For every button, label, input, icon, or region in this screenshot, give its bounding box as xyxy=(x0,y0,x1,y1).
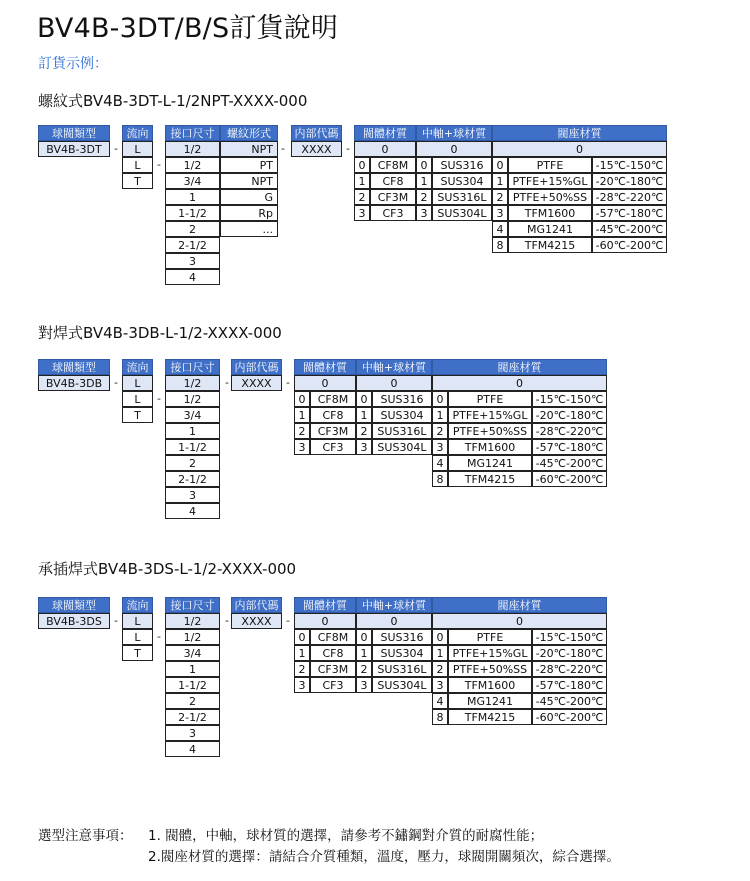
body-option-name: CF3 xyxy=(310,439,356,455)
stem-option-code: 0 xyxy=(416,157,432,173)
body-option-code: 2 xyxy=(354,189,370,205)
stem-selected: 0 xyxy=(356,375,432,391)
seat-option-code: 8 xyxy=(432,471,448,487)
seat-option-name: PTFE xyxy=(448,391,532,407)
header-seat-material: 閥座材質 xyxy=(432,359,607,375)
size-option: 2-1/2 xyxy=(165,471,220,487)
notes-line-2: 2.閥座材質的選擇：請結合介質種類，溫度，壓力，球閥開關頻次，綜合選擇。 xyxy=(148,849,620,865)
seat-option-temperature: -20℃-180℃ xyxy=(532,407,607,423)
stem-option-name: SUS304L xyxy=(372,439,432,455)
seat-option-temperature: -60℃-200℃ xyxy=(592,237,667,253)
stem-option-name: SUS316 xyxy=(372,391,432,407)
header-port-size: 接口尺寸 xyxy=(165,597,220,613)
thread-option: NPT xyxy=(220,173,278,189)
separator-dash: - xyxy=(286,376,290,389)
size-option: 3/4 xyxy=(165,173,220,189)
header-valve-type: 球閥類型 xyxy=(38,359,110,375)
body-option-name: CF3 xyxy=(370,205,416,221)
stem-option-name: SUS304 xyxy=(432,173,492,189)
size-option: 3/4 xyxy=(165,645,220,661)
size-option: 2 xyxy=(165,693,220,709)
thread-option: PT xyxy=(220,157,278,173)
stem-option-name: SUS316L xyxy=(372,661,432,677)
seat-option-name: PTFE+50%SS xyxy=(448,423,532,439)
size-option: 4 xyxy=(165,503,220,519)
size-option: 1 xyxy=(165,189,220,205)
seat-option-name: PTFE xyxy=(508,157,592,173)
flow-option: T xyxy=(122,407,153,423)
seat-option-temperature: -45℃-200℃ xyxy=(592,221,667,237)
seat-option-temperature: -20℃-180℃ xyxy=(592,173,667,189)
header-port-size: 接口尺寸 xyxy=(165,125,220,141)
header-valve-type: 球閥類型 xyxy=(38,125,110,141)
size-option: 2-1/2 xyxy=(165,709,220,725)
body-selected: 0 xyxy=(294,375,356,391)
separator-dash: - xyxy=(225,614,229,627)
seat-option-temperature: -28℃-220℃ xyxy=(592,189,667,205)
seat-option-code: 1 xyxy=(432,645,448,661)
separator-dash: - xyxy=(157,630,161,643)
seat-option-temperature: -60℃-200℃ xyxy=(532,709,607,725)
separator-dash: - xyxy=(157,158,161,171)
separator-dash: - xyxy=(225,376,229,389)
size-option: 2 xyxy=(165,455,220,471)
stem-option-code: 0 xyxy=(356,391,372,407)
size-selected: 1/2 xyxy=(165,141,220,157)
body-option-name: CF3M xyxy=(310,423,356,439)
body-option-code: 2 xyxy=(294,661,310,677)
body-option-name: CF8M xyxy=(310,629,356,645)
internal-code-selected: XXXX xyxy=(231,613,282,629)
body-option-code: 1 xyxy=(294,645,310,661)
section-title: 螺紋式BV4B-3DT-L-1/2NPT-XXXX-000 xyxy=(38,92,308,110)
seat-option-name: TFM4215 xyxy=(448,471,532,487)
section-title: 對焊式BV4B-3DB-L-1/2-XXXX-000 xyxy=(38,324,282,342)
seat-option-code: 2 xyxy=(492,189,508,205)
stem-option-name: SUS304L xyxy=(432,205,492,221)
seat-option-temperature: -45℃-200℃ xyxy=(532,693,607,709)
body-option-code: 2 xyxy=(294,423,310,439)
stem-option-name: SUS316L xyxy=(372,423,432,439)
size-option: 4 xyxy=(165,741,220,757)
size-option: 1-1/2 xyxy=(165,439,220,455)
header-internal-code: 内部代碼 xyxy=(231,359,282,375)
body-option-code: 0 xyxy=(354,157,370,173)
stem-selected: 0 xyxy=(356,613,432,629)
seat-option-name: TFM1600 xyxy=(448,677,532,693)
header-stem-material: 中軸+球材質 xyxy=(356,359,432,375)
stem-option-code: 2 xyxy=(356,423,372,439)
stem-option-name: SUS304 xyxy=(372,407,432,423)
thread-option: ... xyxy=(220,221,278,237)
body-option-name: CF8 xyxy=(310,645,356,661)
header-seat-material: 閥座材質 xyxy=(492,125,667,141)
body-option-name: CF8 xyxy=(370,173,416,189)
seat-option-name: PTFE+15%GL xyxy=(448,645,532,661)
body-option-code: 3 xyxy=(354,205,370,221)
separator-dash: - xyxy=(281,142,285,155)
seat-option-code: 4 xyxy=(432,693,448,709)
flow-selected: L xyxy=(122,613,153,629)
size-option: 3 xyxy=(165,487,220,503)
stem-option-code: 1 xyxy=(356,407,372,423)
separator-dash: - xyxy=(346,142,350,155)
seat-option-name: MG1241 xyxy=(508,221,592,237)
seat-option-code: 0 xyxy=(432,391,448,407)
stem-option-name: SUS316 xyxy=(372,629,432,645)
stem-selected: 0 xyxy=(416,141,492,157)
seat-option-code: 0 xyxy=(492,157,508,173)
seat-option-code: 8 xyxy=(492,237,508,253)
body-option-code: 3 xyxy=(294,677,310,693)
size-option: 1/2 xyxy=(165,629,220,645)
header-valve-type: 球閥類型 xyxy=(38,597,110,613)
notes-line-1: 1. 閥體，中軸，球材質的選擇，請參考不鏽鋼對介質的耐腐性能； xyxy=(148,828,544,844)
size-option: 3 xyxy=(165,253,220,269)
valve-model-selected: BV4B-3DB xyxy=(38,375,110,391)
seat-option-code: 3 xyxy=(492,205,508,221)
flow-selected: L xyxy=(122,141,153,157)
header-flow: 流向 xyxy=(122,125,153,141)
seat-option-code: 3 xyxy=(432,677,448,693)
seat-option-name: TFM1600 xyxy=(508,205,592,221)
header-thread-type: 螺紋形式 xyxy=(220,125,278,141)
valve-model-selected: BV4B-3DS xyxy=(38,613,110,629)
header-stem-material: 中軸+球材質 xyxy=(416,125,492,141)
seat-option-code: 2 xyxy=(432,661,448,677)
stem-option-code: 3 xyxy=(356,439,372,455)
body-option-name: CF3M xyxy=(310,661,356,677)
size-option: 1/2 xyxy=(165,391,220,407)
seat-option-temperature: -28℃-220℃ xyxy=(532,423,607,439)
header-port-size: 接口尺寸 xyxy=(165,359,220,375)
order-example-label: 訂貨示例： xyxy=(38,56,108,72)
body-option-name: CF3M xyxy=(370,189,416,205)
seat-option-temperature: -57℃-180℃ xyxy=(532,439,607,455)
selection-notes xyxy=(38,826,620,868)
seat-option-name: PTFE+15%GL xyxy=(508,173,592,189)
size-option: 1-1/2 xyxy=(165,677,220,693)
notes-label: 選型注意事項： xyxy=(38,828,133,844)
seat-option-temperature: -15℃-150℃ xyxy=(592,157,667,173)
valve-model-selected: BV4B-3DT xyxy=(38,141,110,157)
seat-option-name: PTFE+50%SS xyxy=(448,661,532,677)
size-selected: 1/2 xyxy=(165,613,220,629)
seat-selected: 0 xyxy=(492,141,667,157)
body-selected: 0 xyxy=(294,613,356,629)
stem-option-name: SUS316 xyxy=(432,157,492,173)
seat-option-temperature: -60℃-200℃ xyxy=(532,471,607,487)
seat-option-code: 8 xyxy=(432,709,448,725)
stem-option-code: 2 xyxy=(356,661,372,677)
flow-option: T xyxy=(122,173,153,189)
separator-dash: - xyxy=(286,614,290,627)
seat-option-code: 3 xyxy=(432,439,448,455)
flow-selected: L xyxy=(122,375,153,391)
size-option: 4 xyxy=(165,269,220,285)
flow-option: T xyxy=(122,645,153,661)
body-selected: 0 xyxy=(354,141,416,157)
seat-option-name: TFM4215 xyxy=(508,237,592,253)
header-body-material: 閥體材質 xyxy=(294,359,356,375)
seat-option-temperature: -28℃-220℃ xyxy=(532,661,607,677)
page-title: BV4B-3DT/B/S訂貨說明 xyxy=(37,13,339,44)
stem-option-code: 3 xyxy=(356,677,372,693)
flow-option: L xyxy=(122,391,153,407)
size-option: 3/4 xyxy=(165,407,220,423)
size-option: 2 xyxy=(165,221,220,237)
size-option: 1 xyxy=(165,661,220,677)
header-body-material: 閥體材質 xyxy=(294,597,356,613)
stem-option-code: 0 xyxy=(356,629,372,645)
seat-option-temperature: -15℃-150℃ xyxy=(532,629,607,645)
body-option-code: 0 xyxy=(294,391,310,407)
seat-option-name: MG1241 xyxy=(448,455,532,471)
seat-option-name: PTFE+15%GL xyxy=(448,407,532,423)
header-body-material: 閥體材質 xyxy=(354,125,416,141)
size-option: 1-1/2 xyxy=(165,205,220,221)
internal-code-selected: XXXX xyxy=(231,375,282,391)
stem-option-name: SUS304 xyxy=(372,645,432,661)
section-title: 承插焊式BV4B-3DS-L-1/2-XXXX-000 xyxy=(38,560,297,578)
seat-option-code: 2 xyxy=(432,423,448,439)
size-option: 1/2 xyxy=(165,157,220,173)
separator-dash: - xyxy=(157,392,161,405)
header-flow: 流向 xyxy=(122,359,153,375)
body-option-code: 1 xyxy=(354,173,370,189)
body-option-name: CF8M xyxy=(310,391,356,407)
seat-option-name: TFM4215 xyxy=(448,709,532,725)
flow-option: L xyxy=(122,629,153,645)
seat-option-temperature: -57℃-180℃ xyxy=(532,677,607,693)
seat-option-name: MG1241 xyxy=(448,693,532,709)
flow-option: L xyxy=(122,157,153,173)
header-stem-material: 中軸+球材質 xyxy=(356,597,432,613)
seat-option-temperature: -45℃-200℃ xyxy=(532,455,607,471)
seat-option-code: 4 xyxy=(432,455,448,471)
size-option: 2-1/2 xyxy=(165,237,220,253)
header-internal-code: 内部代碼 xyxy=(291,125,342,141)
seat-selected: 0 xyxy=(432,613,607,629)
stem-option-code: 1 xyxy=(356,645,372,661)
seat-option-name: PTFE xyxy=(448,629,532,645)
header-internal-code: 内部代碼 xyxy=(231,597,282,613)
header-seat-material: 閥座材質 xyxy=(432,597,607,613)
separator-dash: - xyxy=(114,376,118,389)
header-flow: 流向 xyxy=(122,597,153,613)
seat-option-code: 1 xyxy=(432,407,448,423)
size-option: 1 xyxy=(165,423,220,439)
seat-option-name: PTFE+50%SS xyxy=(508,189,592,205)
body-option-code: 0 xyxy=(294,629,310,645)
stem-option-name: SUS316L xyxy=(432,189,492,205)
stem-option-code: 1 xyxy=(416,173,432,189)
body-option-code: 3 xyxy=(294,439,310,455)
size-selected: 1/2 xyxy=(165,375,220,391)
body-option-name: CF8 xyxy=(310,407,356,423)
body-option-name: CF8M xyxy=(370,157,416,173)
seat-option-temperature: -57℃-180℃ xyxy=(592,205,667,221)
internal-code-selected: XXXX xyxy=(291,141,342,157)
separator-dash: - xyxy=(114,614,118,627)
stem-option-name: SUS304L xyxy=(372,677,432,693)
size-option: 3 xyxy=(165,725,220,741)
body-option-code: 1 xyxy=(294,407,310,423)
seat-selected: 0 xyxy=(432,375,607,391)
seat-option-temperature: -20℃-180℃ xyxy=(532,645,607,661)
thread-option: Rp xyxy=(220,205,278,221)
body-option-name: CF3 xyxy=(310,677,356,693)
thread-option: G xyxy=(220,189,278,205)
seat-option-name: TFM1600 xyxy=(448,439,532,455)
seat-option-temperature: -15℃-150℃ xyxy=(532,391,607,407)
stem-option-code: 2 xyxy=(416,189,432,205)
seat-option-code: 1 xyxy=(492,173,508,189)
seat-option-code: 4 xyxy=(492,221,508,237)
thread-selected: NPT xyxy=(220,141,278,157)
seat-option-code: 0 xyxy=(432,629,448,645)
separator-dash: - xyxy=(114,142,118,155)
stem-option-code: 3 xyxy=(416,205,432,221)
